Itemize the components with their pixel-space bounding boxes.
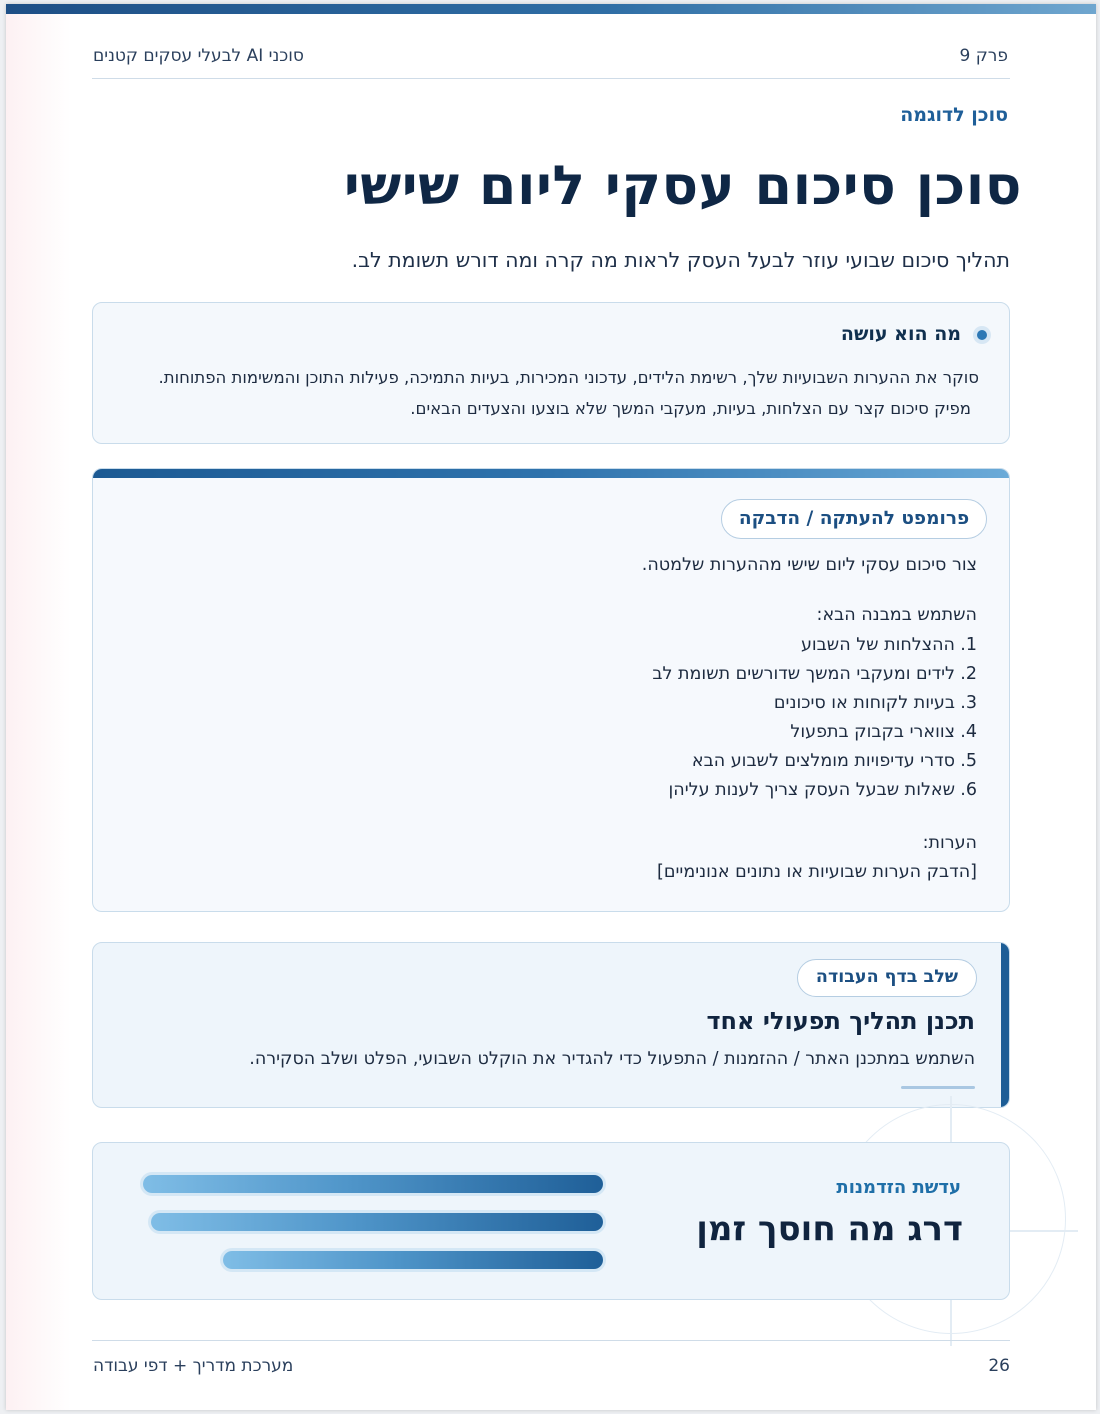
page-number: 26 [988, 1356, 1010, 1376]
list-item: 3.בעיות לקוחות או סיכונים [773, 693, 977, 713]
what-it-does-title: מה הוא עושה [840, 323, 961, 345]
top-accent-bar [6, 4, 1096, 14]
header-divider [92, 78, 1010, 79]
step-underline [901, 1086, 975, 1089]
page-subtitle: תהליך סיכום שבועי עוזר לבעל העסק לראות מה קרה ומה דורש תשומת לב. [351, 248, 1010, 272]
prompt-structure-label: השתמש במבנה הבא: [816, 605, 977, 625]
ranking-bar-2 [151, 1213, 603, 1231]
section-eyebrow: סוכן לדוגמה [900, 104, 1008, 126]
footer-series: מערכת מדריך + דפי עבודה [93, 1356, 294, 1376]
what-it-does-card [92, 302, 1010, 444]
book-title: סוכני AI לבעלי עסקים קטנים [93, 46, 304, 66]
prompt-structure-list [652, 631, 977, 805]
chapter-label: פרק 9 [959, 46, 1008, 66]
page [6, 4, 1096, 1410]
workbook-step-body: השתמש במתכנן האתר / ההזמנות / התפעול כדי להגדיר את הוקלט השבועי, הפלט ושלב הסקירה. [249, 1049, 975, 1069]
prompt-notes-label: הערות: [922, 833, 977, 853]
prompt-intro: צור סיכום עסקי ליום שישי מההערות שלמטה. [641, 555, 977, 575]
list-item: 1.ההצלחות של השבוע [800, 635, 977, 655]
prompt-accent-bar [93, 469, 1009, 478]
opportunity-lens-card [92, 1142, 1010, 1300]
prompt-notes-placeholder: [הדבק הערות שבועיות או נתונים אנונימיים] [657, 862, 977, 882]
page-title: סוכן סיכום עסקי ליום שישי [343, 154, 1022, 217]
bullet-dot-icon [973, 326, 991, 344]
prompt-card[interactable] [92, 468, 1010, 912]
list-item: 4.צווארי בקבוק בתפעול [790, 722, 977, 742]
what-it-does-body [109, 362, 979, 424]
prompt-label-badge: פרומפט להעתקה / הדבקה [721, 499, 987, 539]
workbook-step-badge: שלב בדף העבודה [797, 959, 977, 997]
workbook-step-title: תכנן תהליך תפעולי אחד [706, 1007, 975, 1035]
what-it-does-line: סוקר את ההערות השבועיות שלך, רשימת הלידים, עדכוני המכירות, בעיות התמיכה, פעילות התוכן והמשימות הפתוחות. [158, 368, 979, 387]
opportunity-lens-eyebrow: עדשת הזדמנות [836, 1177, 961, 1198]
workbook-step-card [92, 942, 1010, 1108]
footer-divider [92, 1340, 1010, 1341]
step-accent-bar [1001, 943, 1009, 1107]
list-item: 2.לידים ומעקבי המשך שדורשים תשומת לב [652, 664, 977, 684]
opportunity-lens-title: דרג מה חוסך זמן [696, 1209, 963, 1249]
list-item: 6.שאלות שבעל העסק צריך לענות עליהן [668, 780, 977, 800]
ranking-bar-3 [223, 1251, 603, 1269]
list-item: 5.סדרי עדיפויות מומלצים לשבוע הבא [691, 751, 977, 771]
ranking-bar-1 [143, 1175, 603, 1193]
what-it-does-line: מפיק סיכום קצר עם הצלחות, בעיות, מעקבי המשך שלא בוצעו והצעדים הבאים. [410, 399, 971, 418]
